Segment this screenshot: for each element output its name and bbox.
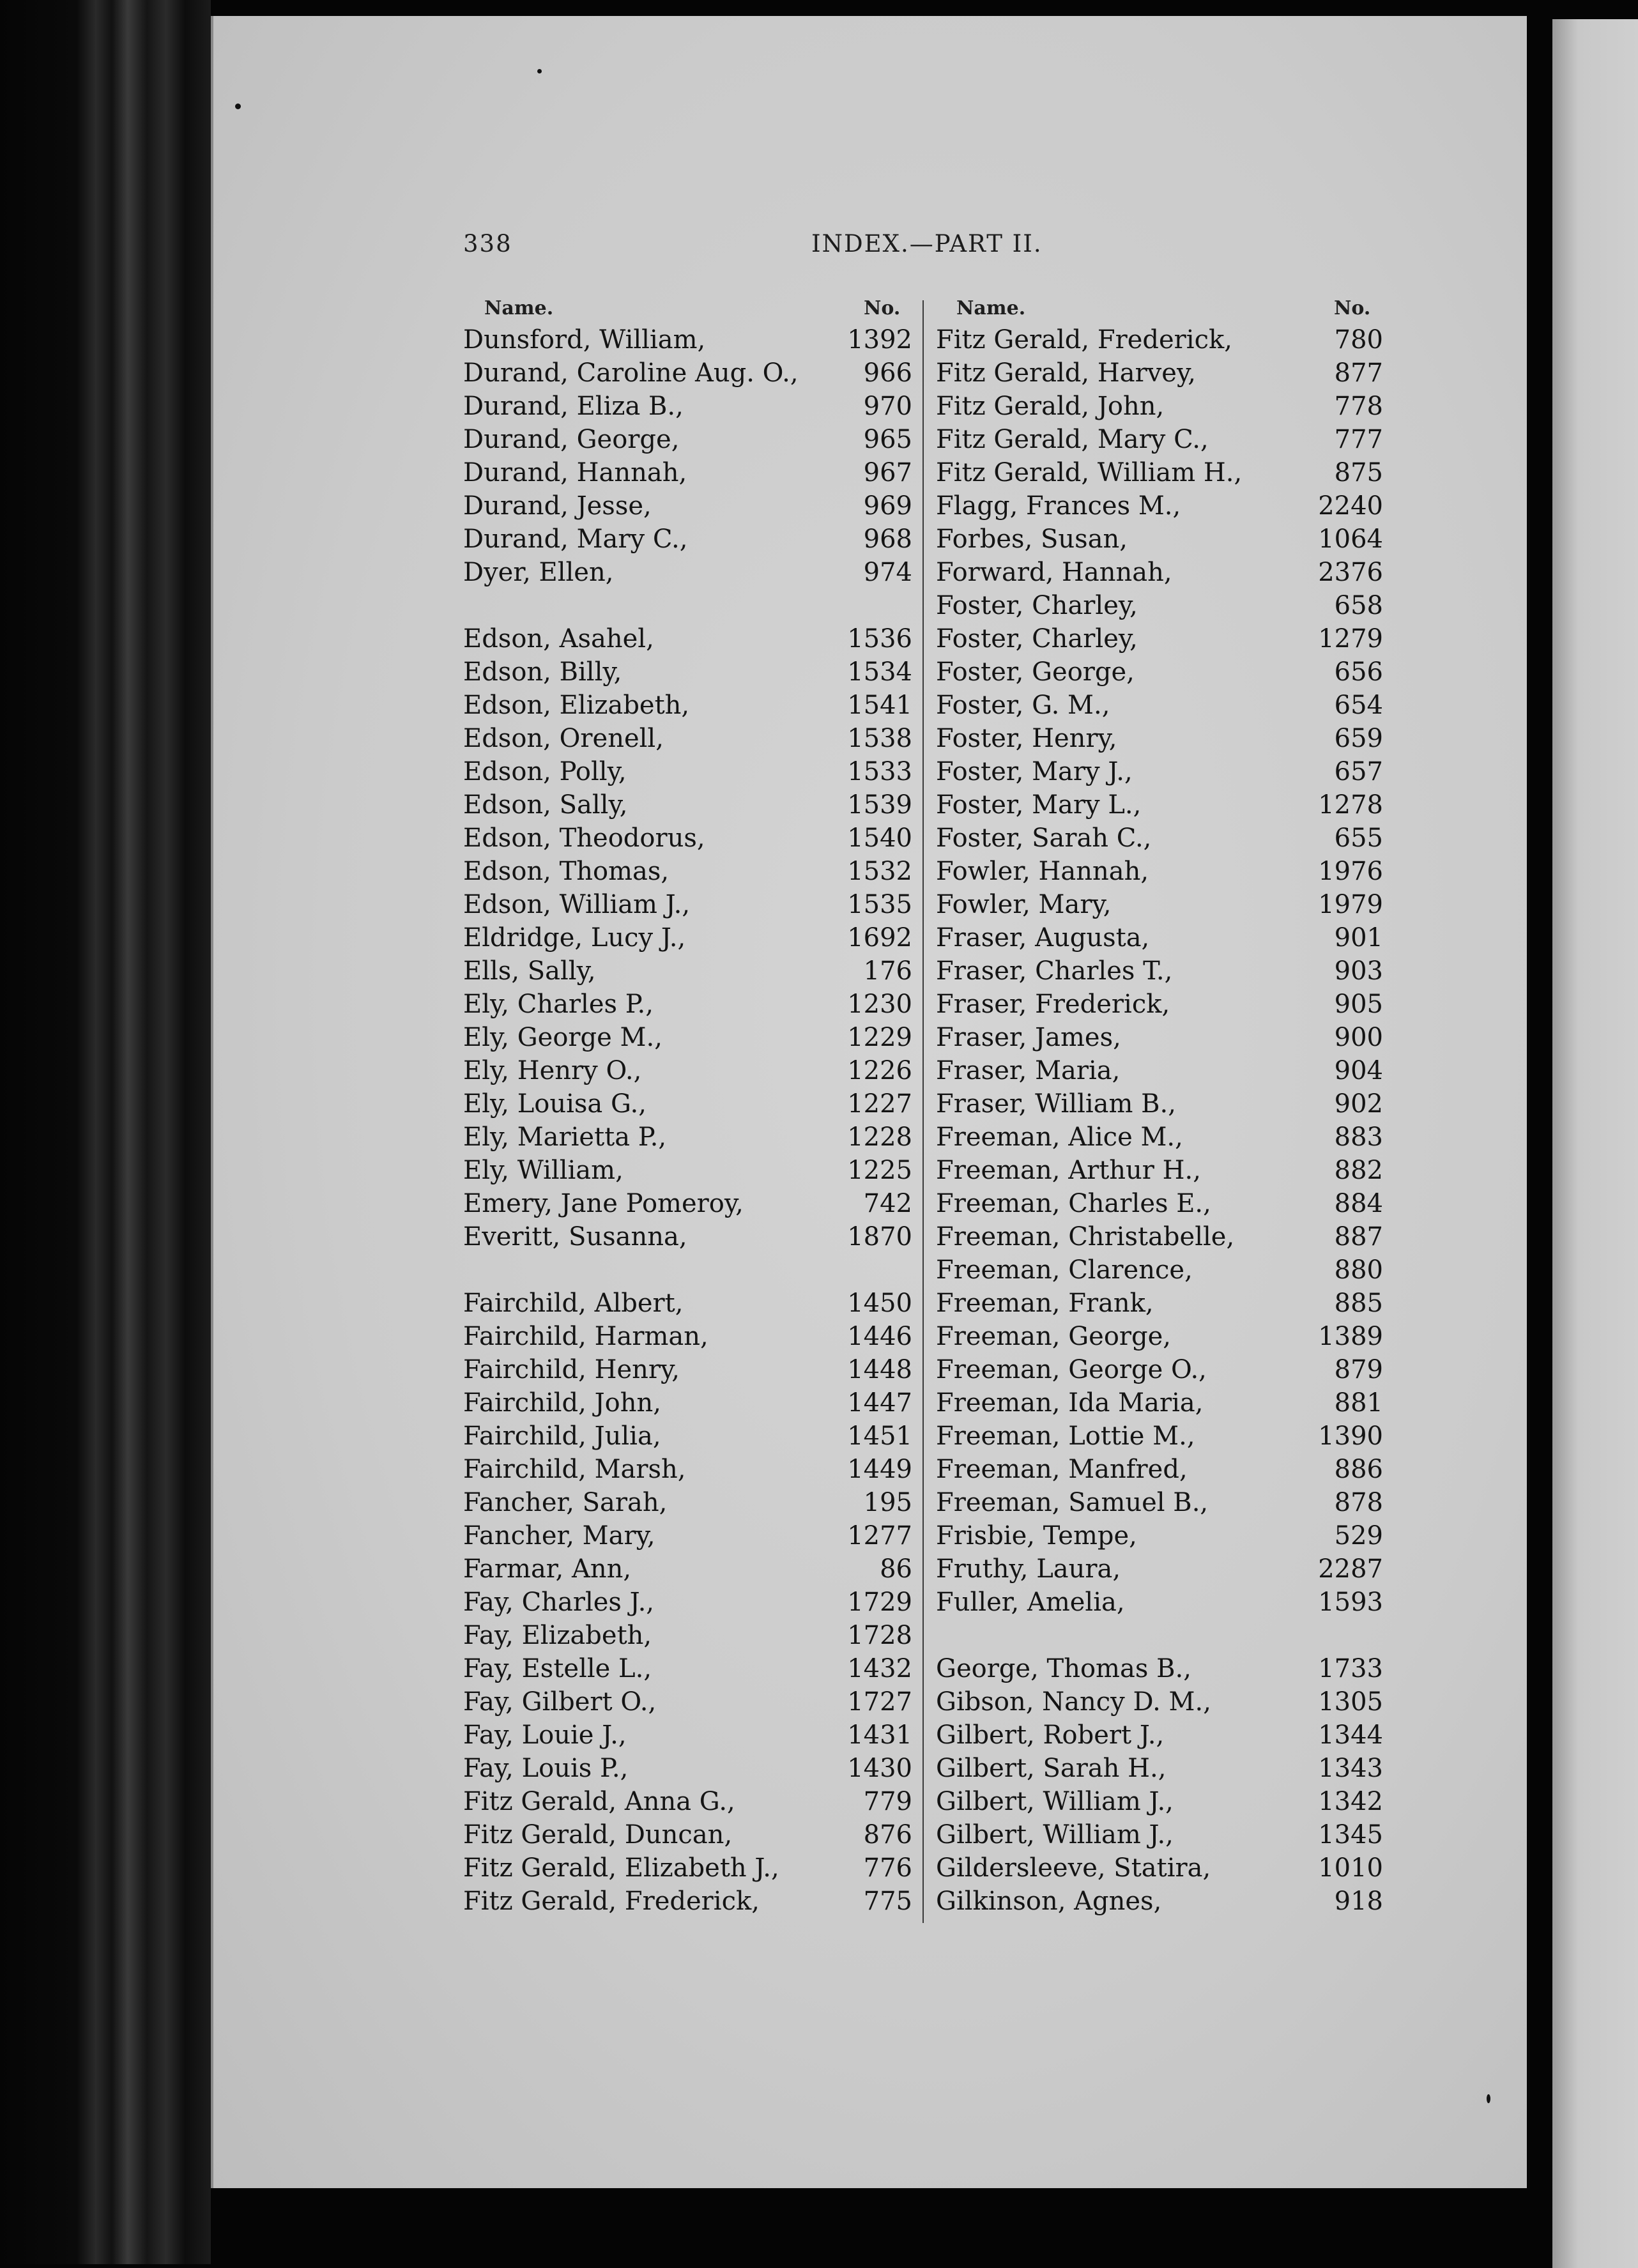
index-entry [463, 1818, 912, 1851]
index-entry [936, 356, 1383, 390]
entry-name: Edson, Thomas, [463, 857, 670, 886]
index-entry [936, 1386, 1383, 1420]
index-entry [936, 1885, 1383, 1918]
entry-number: 1431 [847, 1720, 912, 1750]
entry-number: 887 [1334, 1222, 1383, 1252]
index-entry [936, 423, 1383, 456]
entry-name: Freeman, Frank, [936, 1289, 1154, 1318]
index-entry [463, 589, 912, 622]
entry-number: 776 [863, 1853, 912, 1883]
entry-name: Ely, Marietta P., [463, 1123, 667, 1152]
entry-name: Edson, Orenell, [463, 724, 664, 753]
index-entry [463, 954, 912, 988]
entry-number: 195 [863, 1488, 912, 1517]
entry-number: 901 [1334, 923, 1383, 953]
index-entry [463, 689, 912, 722]
entry-name: Fay, Elizabeth, [463, 1621, 652, 1650]
index-entry [936, 1253, 1383, 1287]
entry-name: Freeman, Manfred, [936, 1455, 1188, 1484]
entry-name: Gilbert, Robert J., [936, 1720, 1165, 1750]
entry-number: 1446 [847, 1322, 912, 1351]
entry-name: Freeman, Alice M., [936, 1123, 1183, 1152]
entry-name: Emery, Jane Pomeroy, [463, 1189, 744, 1218]
entry-number: 659 [1334, 724, 1383, 753]
index-entry [463, 1220, 912, 1253]
index-entry [936, 1685, 1383, 1719]
entry-name: Freeman, Lottie M., [936, 1421, 1195, 1451]
entry-name: Fitz Gerald, Elizabeth J., [463, 1853, 779, 1883]
index-entry [463, 323, 912, 356]
index-entry [463, 888, 912, 921]
entry-number: 902 [1334, 1089, 1383, 1119]
index-entry [936, 1287, 1383, 1320]
entry-number: 1390 [1318, 1421, 1383, 1451]
index-entry [463, 1154, 912, 1187]
entry-number: 1430 [847, 1754, 912, 1783]
left-index-column [463, 323, 912, 1918]
right-index-column [936, 323, 1383, 1918]
index-entry [463, 1519, 912, 1552]
entry-name: Fowler, Mary, [936, 890, 1112, 919]
entry-number: 1733 [1318, 1654, 1383, 1683]
entry-number: 900 [1334, 1023, 1383, 1052]
entry-number: 1532 [847, 857, 912, 886]
index-entry [463, 1353, 912, 1386]
left-number-column-header: No. [864, 297, 901, 319]
entry-number: 884 [1334, 1189, 1383, 1218]
entry-name: Gilbert, William J., [936, 1820, 1174, 1850]
right-name-column-header: Name. [956, 297, 1026, 319]
entry-name: Fay, Louis P., [463, 1754, 629, 1783]
entry-name: Edson, Polly, [463, 757, 627, 786]
index-entry [463, 1453, 912, 1486]
entry-number: 886 [1334, 1455, 1383, 1484]
entry-number: 657 [1334, 757, 1383, 786]
entry-number: 1447 [847, 1388, 912, 1418]
entry-number: 1450 [847, 1289, 912, 1318]
entry-number: 775 [863, 1887, 912, 1916]
entry-number: 777 [1334, 425, 1383, 454]
index-entry [463, 1885, 912, 1918]
entry-number: 967 [863, 458, 912, 487]
index-entry [463, 1719, 912, 1752]
entry-name: Edson, Billy, [463, 657, 622, 687]
entry-name: Gilkinson, Agnes, [936, 1887, 1162, 1916]
entry-name: Edson, William J., [463, 890, 691, 919]
index-entry [936, 1453, 1383, 1486]
entry-number: 879 [1334, 1355, 1383, 1384]
entry-number: 1226 [847, 1056, 912, 1085]
entry-name: Fraser, William B., [936, 1089, 1176, 1119]
entry-name: Gibson, Nancy D. M., [936, 1687, 1211, 1717]
entry-name: Freeman, George, [936, 1322, 1172, 1351]
index-entry [936, 755, 1383, 788]
page-header [463, 230, 1389, 268]
index-entry [463, 1586, 912, 1619]
index-entry [463, 822, 912, 855]
index-entry [463, 1087, 912, 1121]
entry-name: Foster, Sarah C., [936, 824, 1152, 853]
entry-name: Freeman, Samuel B., [936, 1488, 1209, 1517]
entry-number: 974 [863, 558, 912, 587]
entry-name: Edson, Elizabeth, [463, 691, 690, 720]
entry-name: Forbes, Susan, [936, 525, 1128, 554]
entry-name: Flagg, Frances M., [936, 491, 1181, 521]
entry-name: Freeman, Ida Maria, [936, 1388, 1204, 1418]
index-entry [936, 1021, 1383, 1054]
entry-number: 1538 [847, 724, 912, 753]
index-entry [463, 1253, 912, 1287]
entry-name: Edson, Sally, [463, 790, 628, 820]
entry-number: 529 [1334, 1521, 1383, 1551]
index-entry [463, 390, 912, 423]
entry-number: 1540 [847, 824, 912, 853]
entry-number: 966 [863, 358, 912, 388]
book-binding-edge [0, 0, 211, 2264]
entry-number: 176 [863, 956, 912, 986]
entry-number: 1279 [1318, 624, 1383, 654]
entry-name: Durand, George, [463, 425, 680, 454]
entry-number: 903 [1334, 956, 1383, 986]
entry-number: 877 [1334, 358, 1383, 388]
entry-number: 1729 [847, 1588, 912, 1617]
entry-name: Freeman, Arthur H., [936, 1156, 1201, 1185]
index-entry [936, 1619, 1383, 1652]
entry-name: Fancher, Sarah, [463, 1488, 668, 1517]
entry-number: 1979 [1318, 890, 1383, 919]
index-entry [936, 722, 1383, 755]
entry-number: 779 [863, 1787, 912, 1816]
index-entry [936, 1486, 1383, 1519]
entry-number: 1593 [1318, 1588, 1383, 1617]
index-entry [463, 1752, 912, 1785]
entry-name: Durand, Jesse, [463, 491, 652, 521]
entry-number: 904 [1334, 1056, 1383, 1085]
entry-name: Foster, G. M., [936, 691, 1110, 720]
entry-number: 881 [1334, 1388, 1383, 1418]
entry-number: 1539 [847, 790, 912, 820]
entry-name: Fuller, Amelia, [936, 1588, 1125, 1617]
index-entry [936, 456, 1383, 489]
index-entry [463, 1287, 912, 1320]
entry-name: Gildersleeve, Statira, [936, 1853, 1211, 1883]
index-entry [936, 921, 1383, 954]
index-entry [936, 1586, 1383, 1619]
entry-number: 885 [1334, 1289, 1383, 1318]
entry-number: 1535 [847, 890, 912, 919]
entry-name: Fruthy, Laura, [936, 1554, 1121, 1584]
index-entry [463, 622, 912, 655]
index-entry [936, 855, 1383, 888]
entry-number: 882 [1334, 1156, 1383, 1185]
index-entry [936, 1851, 1383, 1885]
entry-name: Freeman, Charles E., [936, 1189, 1211, 1218]
index-entry [463, 556, 912, 589]
entry-number: 1277 [847, 1521, 912, 1551]
entry-name: Dyer, Ellen, [463, 558, 614, 587]
index-entry [463, 1121, 912, 1154]
index-entry [936, 1353, 1383, 1386]
entry-number: 780 [1334, 325, 1383, 355]
entry-number: 742 [863, 1189, 912, 1218]
entry-number: 1229 [847, 1023, 912, 1052]
index-entry [936, 390, 1383, 423]
index-entry [463, 1054, 912, 1087]
entry-name: Durand, Mary C., [463, 525, 688, 554]
entry-number: 878 [1334, 1488, 1383, 1517]
entry-number: 778 [1334, 392, 1383, 421]
index-entry [936, 788, 1383, 822]
entry-name: Fowler, Hannah, [936, 857, 1149, 886]
index-entry [936, 1818, 1383, 1851]
page-number: 338 [463, 230, 512, 257]
entry-number: 1345 [1318, 1820, 1383, 1850]
entry-name: Fairchild, Julia, [463, 1421, 661, 1451]
entry-name: Durand, Hannah, [463, 458, 687, 487]
index-entry [463, 1320, 912, 1353]
index-entry [936, 622, 1383, 655]
entry-number: 1451 [847, 1421, 912, 1451]
entry-number: 968 [863, 525, 912, 554]
entry-number: 1227 [847, 1089, 912, 1119]
index-entry [463, 356, 912, 390]
index-entry [936, 1719, 1383, 1752]
entry-number: 1389 [1318, 1322, 1383, 1351]
entry-number: 1449 [847, 1455, 912, 1484]
entry-name: Foster, Charley, [936, 591, 1138, 620]
entry-name: Fay, Charles J., [463, 1588, 655, 1617]
entry-number: 970 [863, 392, 912, 421]
entry-name: Freeman, Christabelle, [936, 1222, 1235, 1252]
index-entry [936, 655, 1383, 689]
entry-name: Fitz Gerald, William H., [936, 458, 1243, 487]
index-entry [463, 788, 912, 822]
index-entry [936, 523, 1383, 556]
entry-number: 883 [1334, 1123, 1383, 1152]
entry-number: 658 [1334, 591, 1383, 620]
entry-number: 1278 [1318, 790, 1383, 820]
index-entry [463, 1619, 912, 1652]
entry-name: Fairchild, Harman, [463, 1322, 708, 1351]
index-entry [936, 1054, 1383, 1087]
index-entry [463, 988, 912, 1021]
index-entry [463, 1552, 912, 1586]
entry-name: Eldridge, Lucy J., [463, 923, 686, 953]
entry-name: Edson, Theodorus, [463, 824, 705, 853]
entry-number: 965 [863, 425, 912, 454]
index-entry [463, 1021, 912, 1054]
index-entry [936, 1087, 1383, 1121]
index-entry [936, 954, 1383, 988]
entry-number: 1541 [847, 691, 912, 720]
index-entry [936, 822, 1383, 855]
entry-name: Ely, William, [463, 1156, 624, 1185]
entry-name: Freeman, George O., [936, 1355, 1207, 1384]
index-entry [463, 722, 912, 755]
index-entry [463, 1420, 912, 1453]
index-entry [463, 1386, 912, 1420]
entry-name: Fitz Gerald, John, [936, 392, 1165, 421]
entry-number: 1343 [1318, 1754, 1383, 1783]
index-entry [463, 1652, 912, 1685]
index-entry [936, 1220, 1383, 1253]
entry-name: Foster, Henry, [936, 724, 1117, 753]
entry-number: 880 [1334, 1255, 1383, 1285]
entry-number: 1536 [847, 624, 912, 654]
entry-number: 655 [1334, 824, 1383, 853]
entry-name: Fitz Gerald, Frederick, [463, 1887, 760, 1916]
index-entry [936, 1154, 1383, 1187]
entry-name: Fitz Gerald, Anna G., [463, 1787, 735, 1816]
index-entry [936, 1552, 1383, 1586]
ink-speck [537, 69, 542, 73]
index-entry [463, 1685, 912, 1719]
entry-name: Fay, Louie J., [463, 1720, 627, 1750]
entry-name: Fitz Gerald, Frederick, [936, 325, 1232, 355]
entry-number: 876 [863, 1820, 912, 1850]
index-entry [936, 888, 1383, 921]
entry-name: Gilbert, Sarah H., [936, 1754, 1167, 1783]
entry-number: 1344 [1318, 1720, 1383, 1750]
entry-name: Fitz Gerald, Harvey, [936, 358, 1196, 388]
entry-number: 1225 [847, 1156, 912, 1185]
entry-number: 2240 [1318, 491, 1383, 521]
entry-name: Fancher, Mary, [463, 1521, 655, 1551]
index-entry [936, 988, 1383, 1021]
entry-number: 1448 [847, 1355, 912, 1384]
right-number-column-header: No. [1334, 297, 1371, 319]
index-entry [936, 1420, 1383, 1453]
entry-name: Fraser, Charles T., [936, 956, 1173, 986]
index-entry [936, 1652, 1383, 1685]
entry-number: 1533 [847, 757, 912, 786]
index-entry [936, 1785, 1383, 1818]
entry-name: Freeman, Clarence, [936, 1255, 1193, 1285]
entry-name: Fairchild, John, [463, 1388, 661, 1418]
entry-number: 1534 [847, 657, 912, 687]
ink-speck [235, 103, 241, 109]
index-entry [936, 323, 1383, 356]
index-entry [936, 556, 1383, 589]
index-entry [463, 423, 912, 456]
entry-name: Fraser, Augusta, [936, 923, 1150, 953]
entry-number: 2376 [1318, 558, 1383, 587]
page-gutter [1527, 0, 1552, 2264]
entry-name: George, Thomas B., [936, 1654, 1191, 1683]
entry-name: Fraser, Maria, [936, 1056, 1121, 1085]
index-entry [463, 523, 912, 556]
entry-name: Fitz Gerald, Duncan, [463, 1820, 733, 1850]
index-entry [936, 1121, 1383, 1154]
entry-name: Fitz Gerald, Mary C., [936, 425, 1209, 454]
entry-name: Ely, George M., [463, 1023, 662, 1052]
entry-number: 1728 [847, 1621, 912, 1650]
index-entry [463, 456, 912, 489]
entry-number: 1064 [1318, 525, 1383, 554]
index-entry [463, 755, 912, 788]
entry-number: 1692 [847, 923, 912, 953]
index-entry [463, 1785, 912, 1818]
index-entry [936, 1187, 1383, 1220]
entry-number: 656 [1334, 657, 1383, 687]
entry-name: Fairchild, Albert, [463, 1289, 684, 1318]
index-entry [463, 855, 912, 888]
entry-number: 1230 [847, 990, 912, 1019]
entry-name: Dunsford, William, [463, 325, 706, 355]
entry-number: 905 [1334, 990, 1383, 1019]
entry-name: Durand, Caroline Aug. O., [463, 358, 799, 388]
entry-number: 1432 [847, 1654, 912, 1683]
index-entry [936, 589, 1383, 622]
entry-number: 1870 [847, 1222, 912, 1252]
index-entry [936, 689, 1383, 722]
entry-name: Foster, George, [936, 657, 1135, 687]
entry-name: Fraser, James, [936, 1023, 1121, 1052]
entry-number: 654 [1334, 691, 1383, 720]
entry-name: Ely, Charles P., [463, 990, 654, 1019]
entry-name: Frisbie, Tempe, [936, 1521, 1137, 1551]
entry-number: 86 [880, 1554, 912, 1584]
entry-name: Gilbert, William J., [936, 1787, 1174, 1816]
index-entry [936, 1752, 1383, 1785]
index-entry [463, 489, 912, 523]
entry-name: Foster, Mary J., [936, 757, 1133, 786]
entry-number: 1727 [847, 1687, 912, 1717]
index-entry [463, 1486, 912, 1519]
entry-name: Ely, Louisa G., [463, 1089, 647, 1119]
entry-name: Foster, Charley, [936, 624, 1138, 654]
entry-name: Foster, Mary L., [936, 790, 1142, 820]
entry-name: Ells, Sally, [463, 956, 596, 986]
entry-number: 1342 [1318, 1787, 1383, 1816]
index-entry [463, 921, 912, 954]
left-name-column-header: Name. [484, 297, 554, 319]
entry-number: 1228 [847, 1123, 912, 1152]
index-entry [936, 489, 1383, 523]
index-entry [936, 1320, 1383, 1353]
entry-name: Everitt, Susanna, [463, 1222, 687, 1252]
entry-name: Fraser, Frederick, [936, 990, 1170, 1019]
entry-name: Farmar, Ann, [463, 1554, 632, 1584]
index-entry [936, 1519, 1383, 1552]
entry-number: 1392 [847, 325, 912, 355]
entry-number: 2287 [1318, 1554, 1383, 1584]
facing-page-edge [1552, 19, 1638, 2268]
entry-name: Fairchild, Henry, [463, 1355, 680, 1384]
index-entry [463, 1187, 912, 1220]
index-entry [463, 1851, 912, 1885]
entry-name: Fay, Gilbert O., [463, 1687, 657, 1717]
entry-name: Durand, Eliza B., [463, 392, 684, 421]
entry-name: Forward, Hannah, [936, 558, 1172, 587]
running-title: INDEX.—PART II. [811, 230, 1043, 257]
index-entry [463, 655, 912, 689]
entry-name: Fairchild, Marsh, [463, 1455, 686, 1484]
entry-number: 1010 [1318, 1853, 1383, 1883]
entry-number: 875 [1334, 458, 1383, 487]
entry-name: Fay, Estelle L., [463, 1654, 652, 1683]
entry-number: 1976 [1318, 857, 1383, 886]
entry-number: 969 [863, 491, 912, 521]
entry-number: 1305 [1318, 1687, 1383, 1717]
column-divider [922, 300, 924, 1923]
entry-name: Ely, Henry O., [463, 1056, 642, 1085]
ink-speck [1487, 2094, 1490, 2103]
entry-number: 918 [1334, 1887, 1383, 1916]
entry-name: Edson, Asahel, [463, 624, 654, 654]
